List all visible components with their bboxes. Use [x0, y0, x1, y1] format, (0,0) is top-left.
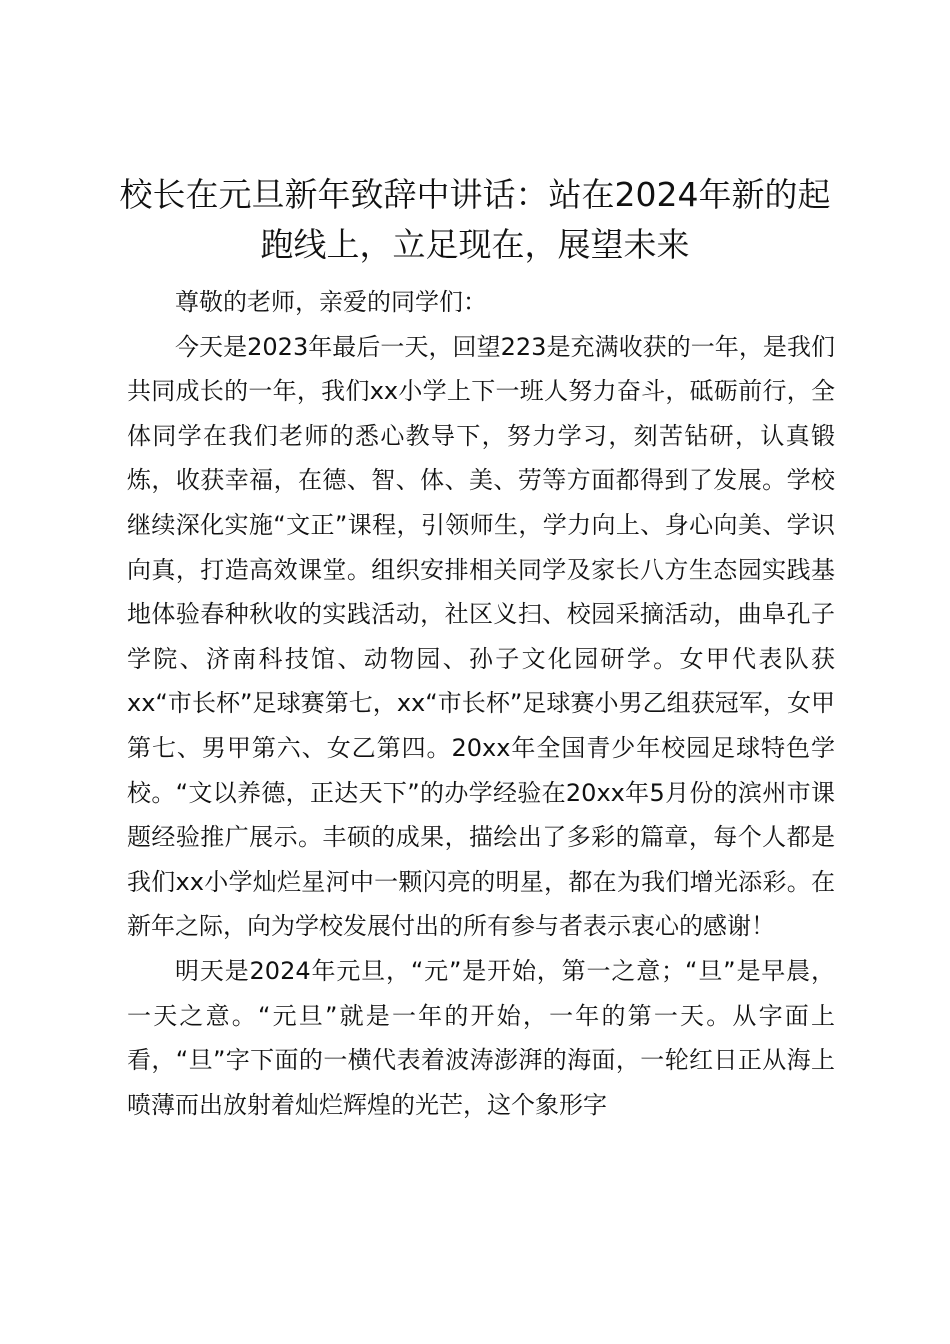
paragraph-new-year: 明天是2024年元旦，“元”是开始，第一之意；“旦”是早晨，一天之意。“元旦”就是一年的开始，一年的第一天。从字面上看，“旦”字下面的一横代表着波涛澎湃的海面，一轮红日正从海上喷薄而出放射着灿烂辉煌的光芒，这个象形字	[127, 956, 835, 1119]
document-title: 校长在元旦新年致辞中讲话：站在2024年新的起跑线上，立足现在，展望未来	[119, 175, 831, 264]
paragraph-salutation: 尊敬的老师，亲爱的同学们：	[175, 288, 487, 316]
document-body	[127, 280, 835, 1127]
paragraph-review: 今天是2023年最后一天，回望223是充满收获的一年，是我们共同成长的一年，我们xx小学上下一班人努力奋斗，砥砺前行，全体同学在我们老师的悉心教导下，努力学习，刻苦钻研，认真锻炼，收获幸福，在德、智、体、美、劳等方面都得到了发展。学校继续深化实施“文正”课程，引领师生，学力向上、身心向美、学识向真，打造高效课堂。组织安排相关同学及家长八方生态园实践基地体验春种秋收的实践活动，社区义扫、校园采摘活动，曲阜孔子学院、济南科技馆、动物园、孙子文化园研学。女甲代表队获xx“市长杯”足球赛第七，xx“市长杯”足球赛小男乙组获冠军，女甲第七、男甲第六、女乙第四。20xx年全国青少年校园足球特色学校。“文以养德，正达天下”的办学经验在20xx年5月份的滨州市课题经验推广展示。丰硕的成果，描绘出了多彩的篇章，每个人都是我们xx小学灿烂星河中一颗闪亮的明星，都在为我们增光添彩。在新年之际，向为学校发展付出的所有参与者表示衷心的感谢！	[127, 332, 835, 941]
